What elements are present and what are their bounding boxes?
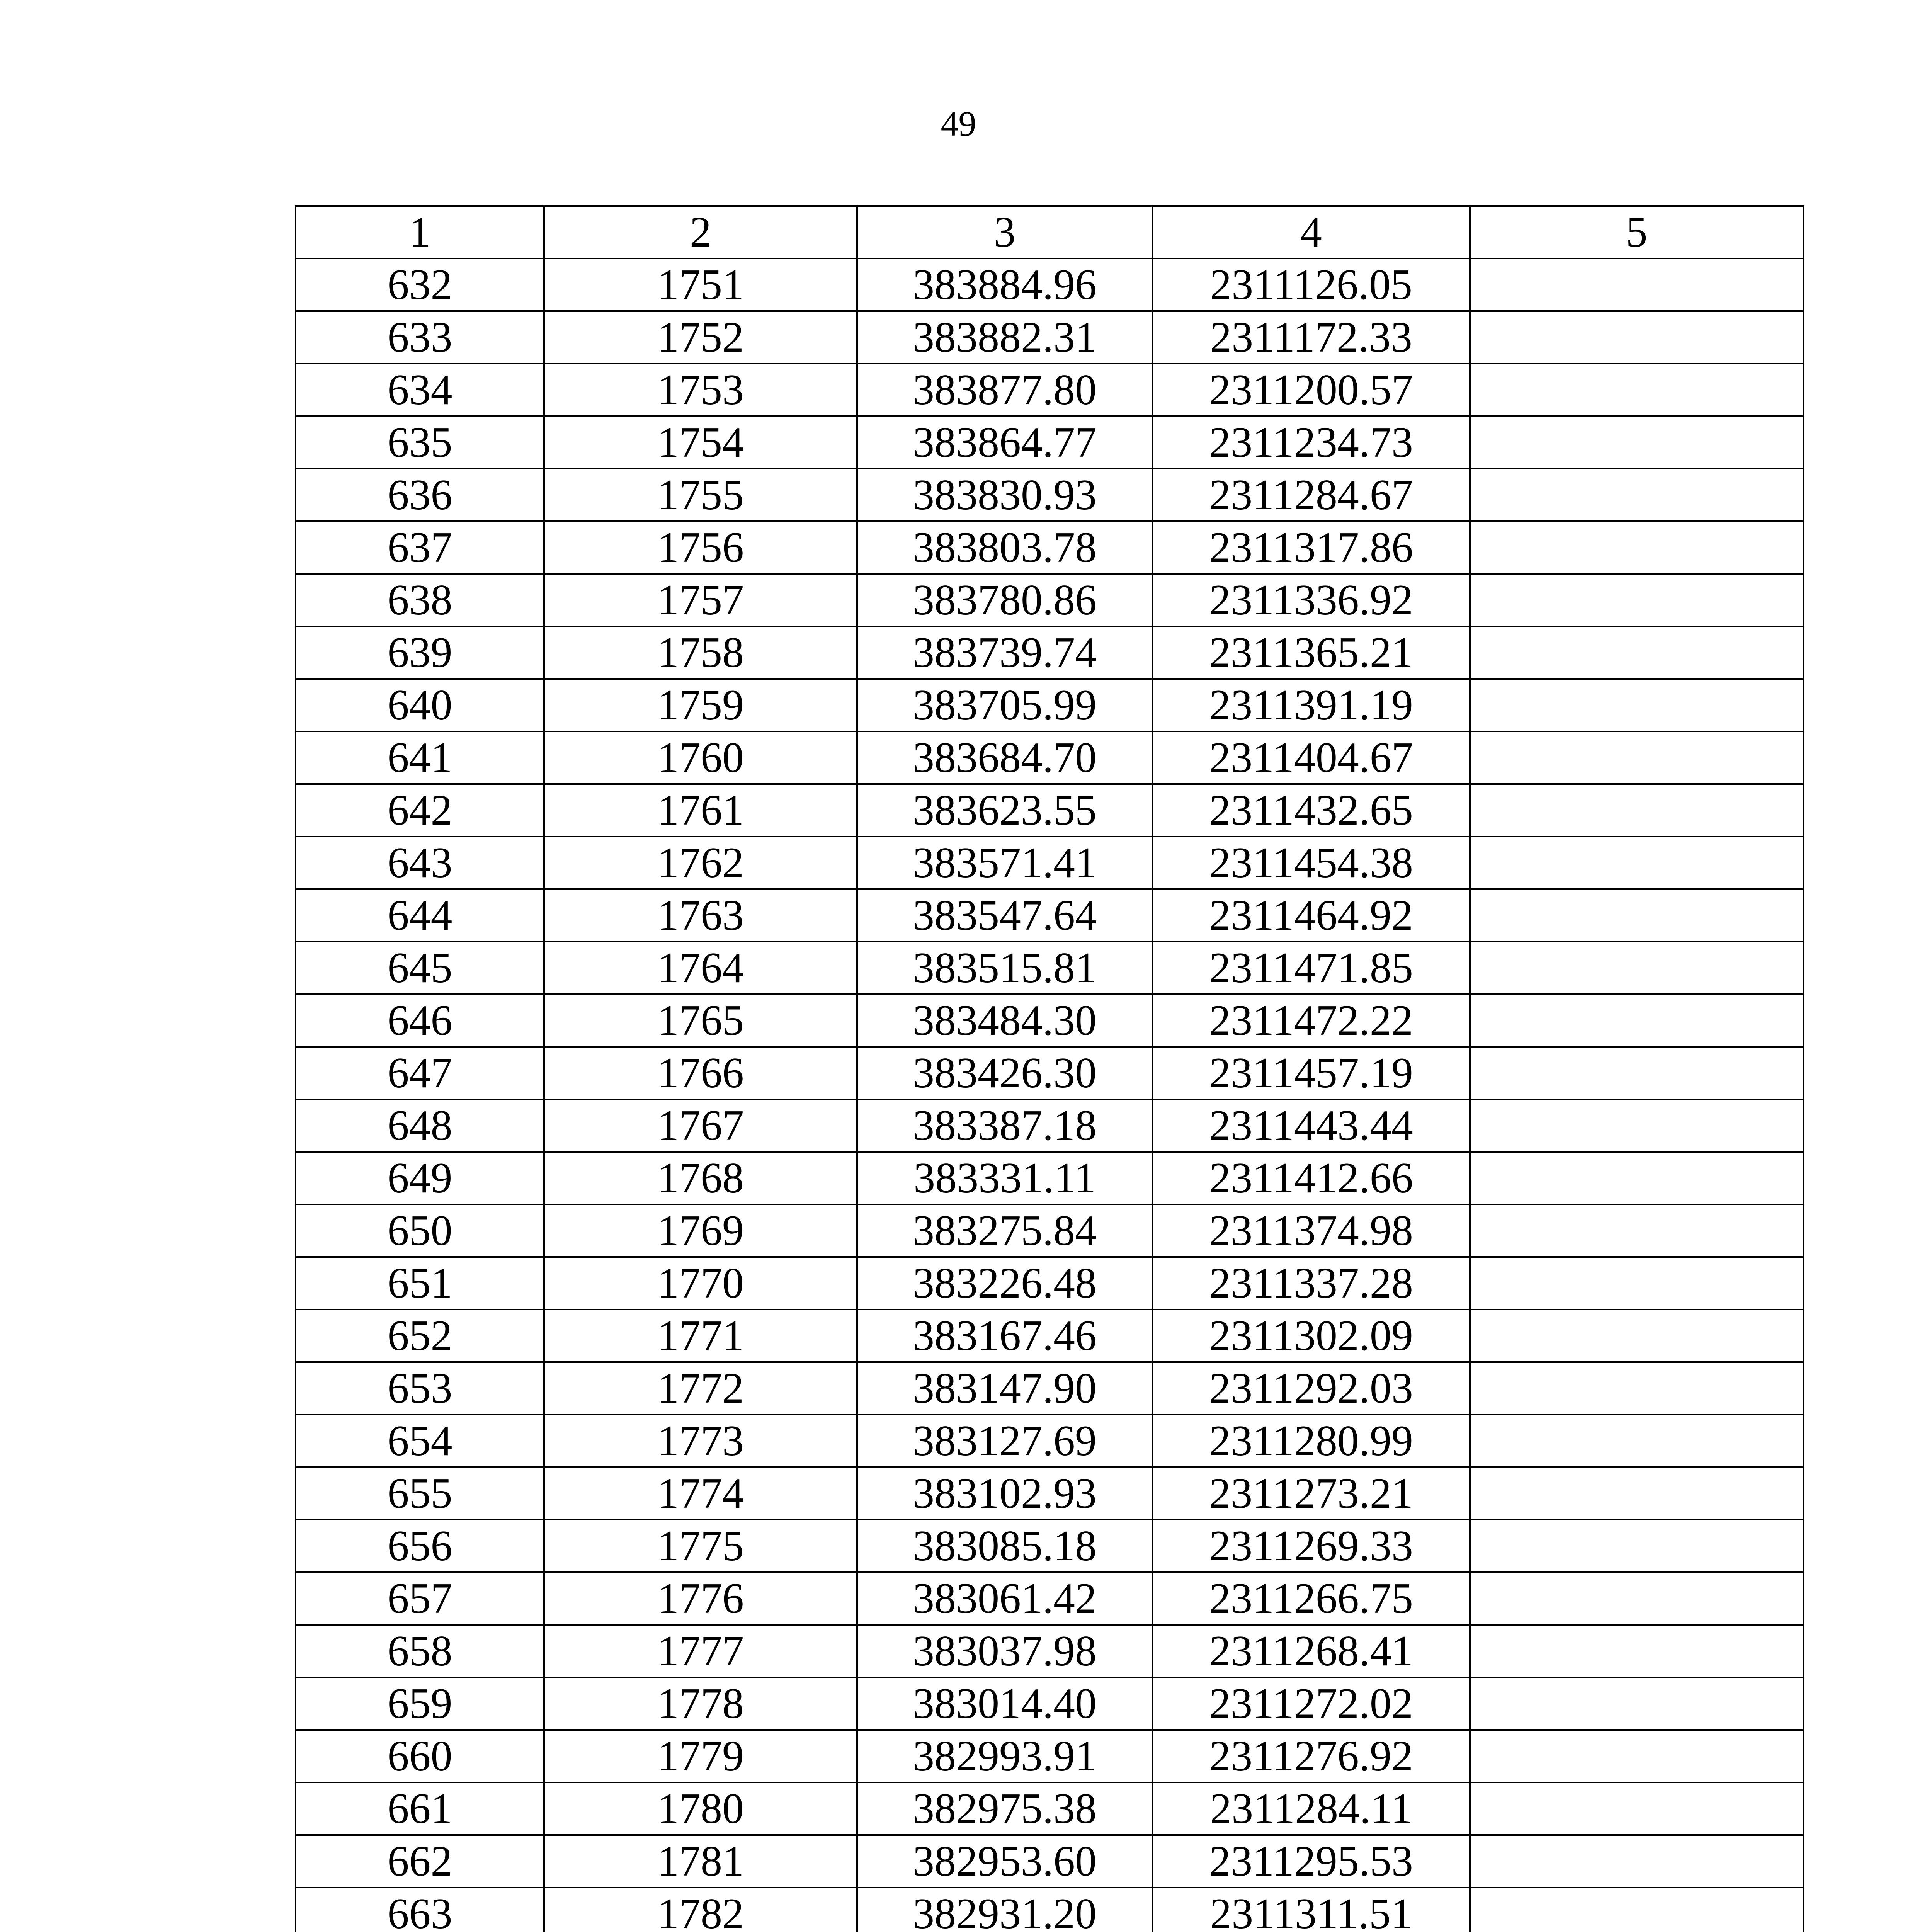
header-cell: 3 xyxy=(857,206,1152,259)
table-cell: 2311266.75 xyxy=(1152,1572,1470,1625)
table-cell: 383864.77 xyxy=(857,416,1152,469)
table-cell: 637 xyxy=(296,521,544,574)
table-row xyxy=(296,259,1803,311)
coordinates-table xyxy=(295,205,1804,1932)
table-cell: 1772 xyxy=(544,1362,857,1415)
table-row xyxy=(296,1204,1803,1257)
table-cell: 633 xyxy=(296,311,544,364)
table-cell: 1776 xyxy=(544,1572,857,1625)
table-cell: 638 xyxy=(296,574,544,626)
table-cell xyxy=(1470,1730,1803,1782)
table-cell: 1774 xyxy=(544,1467,857,1520)
table-cell: 383085.18 xyxy=(857,1520,1152,1572)
table-row xyxy=(296,1835,1803,1888)
header-cell: 4 xyxy=(1152,206,1470,259)
table-header-row xyxy=(296,206,1803,259)
table-cell xyxy=(1470,1467,1803,1520)
table-cell: 1770 xyxy=(544,1257,857,1310)
table-row xyxy=(296,1520,1803,1572)
table-row xyxy=(296,1099,1803,1152)
table-cell: 2311273.21 xyxy=(1152,1467,1470,1520)
table-cell: 383147.90 xyxy=(857,1362,1152,1415)
table-cell: 1767 xyxy=(544,1099,857,1152)
table-cell xyxy=(1470,1677,1803,1730)
table-row xyxy=(296,1047,1803,1099)
table-row xyxy=(296,731,1803,784)
table-cell: 2311280.99 xyxy=(1152,1415,1470,1467)
table-row xyxy=(296,1625,1803,1677)
table-row xyxy=(296,1572,1803,1625)
table-cell xyxy=(1470,1310,1803,1362)
table-row xyxy=(296,1257,1803,1310)
header-cell: 2 xyxy=(544,206,857,259)
table-row xyxy=(296,1362,1803,1415)
table-cell: 1752 xyxy=(544,311,857,364)
table-cell xyxy=(1470,1047,1803,1099)
table-cell: 382993.91 xyxy=(857,1730,1152,1782)
table-cell: 2311295.53 xyxy=(1152,1835,1470,1888)
table-cell: 2311269.33 xyxy=(1152,1520,1470,1572)
table-cell: 1753 xyxy=(544,364,857,416)
table-cell: 645 xyxy=(296,942,544,994)
table-cell: 1751 xyxy=(544,259,857,311)
table-cell: 640 xyxy=(296,679,544,731)
table-cell: 383167.46 xyxy=(857,1310,1152,1362)
table-cell: 2311272.02 xyxy=(1152,1677,1470,1730)
table-cell: 1778 xyxy=(544,1677,857,1730)
table-cell xyxy=(1470,1257,1803,1310)
table-cell: 661 xyxy=(296,1782,544,1835)
table-cell: 2311412.66 xyxy=(1152,1152,1470,1204)
table-cell xyxy=(1470,1625,1803,1677)
table-cell xyxy=(1470,942,1803,994)
table-row xyxy=(296,1730,1803,1782)
table-cell: 643 xyxy=(296,837,544,889)
table-cell: 2311365.21 xyxy=(1152,626,1470,679)
table-cell: 649 xyxy=(296,1152,544,1204)
table-cell: 383705.99 xyxy=(857,679,1152,731)
table-cell: 658 xyxy=(296,1625,544,1677)
table-cell: 2311404.67 xyxy=(1152,731,1470,784)
table-row xyxy=(296,311,1803,364)
table-row xyxy=(296,1467,1803,1520)
table-cell: 383547.64 xyxy=(857,889,1152,942)
table-cell: 2311374.98 xyxy=(1152,1204,1470,1257)
table-cell: 1766 xyxy=(544,1047,857,1099)
table-row xyxy=(296,626,1803,679)
table-row xyxy=(296,994,1803,1047)
table-cell: 2311284.67 xyxy=(1152,469,1470,521)
table-cell: 383780.86 xyxy=(857,574,1152,626)
table-cell xyxy=(1470,1152,1803,1204)
header-cell: 5 xyxy=(1470,206,1803,259)
table-body xyxy=(296,259,1803,1932)
table-cell: 2311464.92 xyxy=(1152,889,1470,942)
table-cell xyxy=(1470,731,1803,784)
table-cell: 383037.98 xyxy=(857,1625,1152,1677)
table-cell: 1768 xyxy=(544,1152,857,1204)
table-cell: 639 xyxy=(296,626,544,679)
table-cell xyxy=(1470,889,1803,942)
table-cell: 646 xyxy=(296,994,544,1047)
table-cell: 1762 xyxy=(544,837,857,889)
table-cell: 383102.93 xyxy=(857,1467,1152,1520)
table-cell: 641 xyxy=(296,731,544,784)
table-cell xyxy=(1470,1572,1803,1625)
table-cell xyxy=(1470,994,1803,1047)
table-cell: 2311200.57 xyxy=(1152,364,1470,416)
table-cell xyxy=(1470,1782,1803,1835)
table-cell: 1757 xyxy=(544,574,857,626)
table-cell xyxy=(1470,521,1803,574)
table-cell: 1759 xyxy=(544,679,857,731)
table-cell: 1763 xyxy=(544,889,857,942)
table-cell: 1758 xyxy=(544,626,857,679)
table-cell xyxy=(1470,1888,1803,1932)
table-row xyxy=(296,1888,1803,1932)
table-cell: 648 xyxy=(296,1099,544,1152)
table-cell xyxy=(1470,626,1803,679)
table-cell: 1760 xyxy=(544,731,857,784)
table-cell: 652 xyxy=(296,1310,544,1362)
table-cell: 383830.93 xyxy=(857,469,1152,521)
table-cell: 383882.31 xyxy=(857,311,1152,364)
table-cell xyxy=(1470,1415,1803,1467)
table-cell: 2311432.65 xyxy=(1152,784,1470,837)
table-cell xyxy=(1470,416,1803,469)
table-cell: 660 xyxy=(296,1730,544,1782)
table-cell: 383275.84 xyxy=(857,1204,1152,1257)
table-cell: 2311454.38 xyxy=(1152,837,1470,889)
table-cell xyxy=(1470,1520,1803,1572)
table-row xyxy=(296,521,1803,574)
table-cell: 644 xyxy=(296,889,544,942)
table-cell: 2311471.85 xyxy=(1152,942,1470,994)
table-cell: 1782 xyxy=(544,1888,857,1932)
table-cell: 383127.69 xyxy=(857,1415,1152,1467)
table-cell: 659 xyxy=(296,1677,544,1730)
table-row xyxy=(296,784,1803,837)
table-cell: 383426.30 xyxy=(857,1047,1152,1099)
table-cell xyxy=(1470,311,1803,364)
table-row xyxy=(296,837,1803,889)
table-row xyxy=(296,469,1803,521)
table-cell: 1765 xyxy=(544,994,857,1047)
table-cell: 647 xyxy=(296,1047,544,1099)
table-cell: 2311268.41 xyxy=(1152,1625,1470,1677)
table-cell: 636 xyxy=(296,469,544,521)
table-cell: 1771 xyxy=(544,1310,857,1362)
table-cell: 2311337.28 xyxy=(1152,1257,1470,1310)
table-cell xyxy=(1470,784,1803,837)
table-cell: 1780 xyxy=(544,1782,857,1835)
table-cell: 383684.70 xyxy=(857,731,1152,784)
table-cell: 1764 xyxy=(544,942,857,994)
table-cell: 2311234.73 xyxy=(1152,416,1470,469)
table-row xyxy=(296,364,1803,416)
table-cell: 383877.80 xyxy=(857,364,1152,416)
table-cell xyxy=(1470,1099,1803,1152)
table-cell: 635 xyxy=(296,416,544,469)
table-row xyxy=(296,574,1803,626)
table-cell xyxy=(1470,837,1803,889)
table-row xyxy=(296,1415,1803,1467)
table-cell: 2311391.19 xyxy=(1152,679,1470,731)
table-cell: 383061.42 xyxy=(857,1572,1152,1625)
table-cell: 1781 xyxy=(544,1835,857,1888)
table-cell: 2311276.92 xyxy=(1152,1730,1470,1782)
table-cell: 383331.11 xyxy=(857,1152,1152,1204)
table-cell: 2311336.92 xyxy=(1152,574,1470,626)
table-cell: 650 xyxy=(296,1204,544,1257)
table-cell: 2311457.19 xyxy=(1152,1047,1470,1099)
table-cell: 1754 xyxy=(544,416,857,469)
table-cell: 2311443.44 xyxy=(1152,1099,1470,1152)
table-cell: 1775 xyxy=(544,1520,857,1572)
table-cell: 2311317.86 xyxy=(1152,521,1470,574)
table-cell: 1761 xyxy=(544,784,857,837)
table-row xyxy=(296,942,1803,994)
page-number: 49 xyxy=(941,104,976,143)
table-cell: 654 xyxy=(296,1415,544,1467)
table-cell: 383623.55 xyxy=(857,784,1152,837)
table-cell xyxy=(1470,1835,1803,1888)
table-cell: 383571.41 xyxy=(857,837,1152,889)
table-cell: 1756 xyxy=(544,521,857,574)
table-cell: 1769 xyxy=(544,1204,857,1257)
table-cell: 634 xyxy=(296,364,544,416)
table-cell: 382953.60 xyxy=(857,1835,1152,1888)
table-cell: 2311284.11 xyxy=(1152,1782,1470,1835)
table-row xyxy=(296,679,1803,731)
table-cell: 2311311.51 xyxy=(1152,1888,1470,1932)
table-cell: 383014.40 xyxy=(857,1677,1152,1730)
table-cell: 1779 xyxy=(544,1730,857,1782)
table-cell: 656 xyxy=(296,1520,544,1572)
table-cell: 653 xyxy=(296,1362,544,1415)
table-cell xyxy=(1470,1362,1803,1415)
table-cell: 1777 xyxy=(544,1625,857,1677)
table-cell: 2311302.09 xyxy=(1152,1310,1470,1362)
table-row xyxy=(296,416,1803,469)
table-cell: 383484.30 xyxy=(857,994,1152,1047)
table-cell: 383803.78 xyxy=(857,521,1152,574)
header-cell: 1 xyxy=(296,206,544,259)
table-cell: 1755 xyxy=(544,469,857,521)
table-cell: 1773 xyxy=(544,1415,857,1467)
table-cell xyxy=(1470,574,1803,626)
table-cell: 383515.81 xyxy=(857,942,1152,994)
table-cell: 383739.74 xyxy=(857,626,1152,679)
table-row xyxy=(296,889,1803,942)
table-row xyxy=(296,1310,1803,1362)
table-cell: 655 xyxy=(296,1467,544,1520)
table-cell: 383387.18 xyxy=(857,1099,1152,1152)
table-row xyxy=(296,1677,1803,1730)
table-cell: 632 xyxy=(296,259,544,311)
table-row xyxy=(296,1782,1803,1835)
table-cell xyxy=(1470,259,1803,311)
table-cell: 383884.96 xyxy=(857,259,1152,311)
table-cell xyxy=(1470,1204,1803,1257)
table-cell: 662 xyxy=(296,1835,544,1888)
table-row xyxy=(296,1152,1803,1204)
table-cell xyxy=(1470,364,1803,416)
table-cell: 2311172.33 xyxy=(1152,311,1470,364)
table-cell: 657 xyxy=(296,1572,544,1625)
table-cell: 382931.20 xyxy=(857,1888,1152,1932)
table-cell: 2311292.03 xyxy=(1152,1362,1470,1415)
table-cell xyxy=(1470,469,1803,521)
table-cell: 642 xyxy=(296,784,544,837)
table-cell: 382975.38 xyxy=(857,1782,1152,1835)
table-cell: 383226.48 xyxy=(857,1257,1152,1310)
table-cell xyxy=(1470,679,1803,731)
table-cell: 663 xyxy=(296,1888,544,1932)
table-cell: 651 xyxy=(296,1257,544,1310)
table-cell: 2311126.05 xyxy=(1152,259,1470,311)
table-cell: 2311472.22 xyxy=(1152,994,1470,1047)
